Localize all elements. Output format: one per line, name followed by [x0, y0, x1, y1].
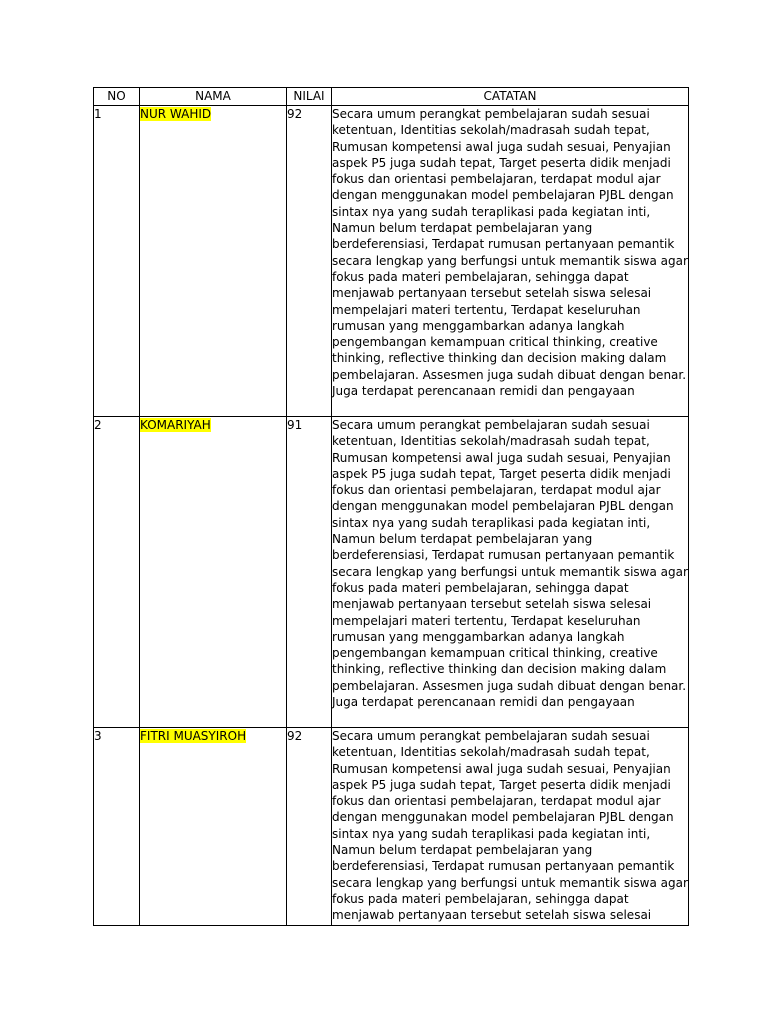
notes-cell — [332, 417, 689, 728]
table-row — [94, 417, 689, 728]
student-name: FITRI MUASYIROH — [140, 729, 247, 743]
student-name: KOMARIYAH — [140, 418, 211, 432]
score: 92 — [287, 728, 332, 926]
student-name-cell — [140, 417, 287, 728]
header-nama: NAMA — [140, 88, 287, 106]
table-row — [94, 106, 689, 417]
notes-text: Secara umum perangkat pembelajaran sudah sesuai ketentuan, Identitias sekolah/madrasah sudah tepat, Rumusan kompetensi awal juga sudah sesuai, Penyajian aspek P5 juga sudah tepat, Target peserta didik menjadi fokus dan orientasi pembelajaran, terdapat modul ajar dengan menggunakan model pembelajaran PJBL dengan sintax nya yang sudah teraplikasi pada kegiatan inti, Namun belum terdapat pembelajaran yang berdeferensiasi, Terdapat rumusan pertanyaan pemantik secara lengkap yang berfungsi untuk memantik siswa agar fokus pada materi pembelajaran, sehingga dapat menjawab pertanyaan tersebut setelah siswa selesai mempelajari materi tertentu, Terdapat keseluruhan rumusan yang menggambarkan adanya langkah pengembangan kemampuan critical thinking, creative thinking, reflective thinking dan decision making dalam pembelajaran. Assesmen juga sudah dibuat dengan benar. Juga terdapat perencanaan remidi dan pengayaan — [332, 107, 688, 399]
table-row — [94, 728, 689, 926]
student-name-cell — [140, 106, 287, 417]
notes-text: Secara umum perangkat pembelajaran sudah sesuai ketentuan, Identitias sekolah/madrasah sudah tepat, Rumusan kompetensi awal juga sudah sesuai, Penyajian aspek P5 juga sudah tepat, Target peserta didik menjadi fokus dan orientasi pembelajaran, terdapat modul ajar dengan menggunakan model pembelajaran PJBL dengan sintax nya yang sudah teraplikasi pada kegiatan inti, Namun belum terdapat pembelajaran yang berdeferensiasi, Terdapat rumusan pertanyaan pemantik secara lengkap yang berfungsi untuk memantik siswa agar fokus pada materi pembelajaran, sehingga dapat menjawab pertanyaan tersebut setelah siswa selesai mempelajari materi tertentu, Terdapat keseluruhan rumusan yang menggambarkan adanya langkah pengembangan kemampuan critical thinking, creative thinking, reflective thinking dan decision making dalam pembelajaran. Assesmen juga sudah dibuat dengan benar. Juga terdapat perencanaan remidi dan pengayaan — [332, 418, 688, 710]
score: 92 — [287, 106, 332, 417]
student-name-cell — [140, 728, 287, 926]
row-number: 3 — [94, 728, 140, 926]
row-number: 1 — [94, 106, 140, 417]
student-name: NUR WAHID — [140, 107, 212, 121]
score: 91 — [287, 417, 332, 728]
grades-table — [93, 87, 689, 926]
notes-cell — [332, 728, 689, 926]
header-no: NO — [94, 88, 140, 106]
row-number: 2 — [94, 417, 140, 728]
notes-cell — [332, 106, 689, 417]
header-nilai: NILAI — [287, 88, 332, 106]
notes-text: Secara umum perangkat pembelajaran sudah sesuai ketentuan, Identitias sekolah/madrasah sudah tepat, Rumusan kompetensi awal juga sudah sesuai, Penyajian aspek P5 juga sudah tepat, Target peserta didik menjadi fokus dan orientasi pembelajaran, terdapat modul ajar dengan menggunakan model pembelajaran PJBL dengan sintax nya yang sudah teraplikasi pada kegiatan inti, Namun belum terdapat pembelajaran yang berdeferensiasi, Terdapat rumusan pertanyaan pemantik secara lengkap yang berfungsi untuk memantik siswa agar fokus pada materi pembelajaran, sehingga dapat menjawab pertanyaan tersebut setelah siswa selesai — [332, 729, 688, 923]
table-header-row — [94, 88, 689, 106]
header-catatan: CATATAN — [332, 88, 689, 106]
